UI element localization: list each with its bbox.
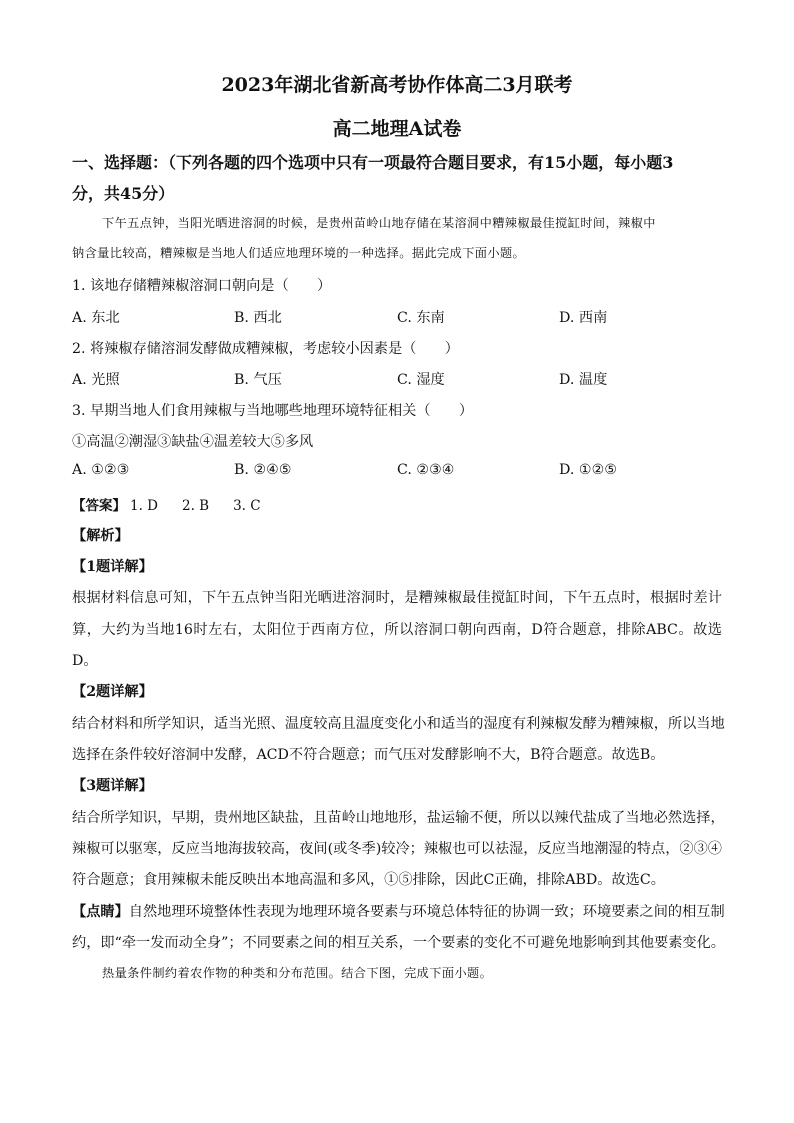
question-2-option-c: C. 湿度 [397,372,445,388]
answer-2: 2. B [182,498,210,514]
detail-1-line2: 算，大约为当地16时左右，太阳位于西南方位，所以溶洞口朝向西南，D符合题意，排除ABC。故选 [72,622,722,638]
question-1-option-a: A. 东北 [72,310,120,326]
detail-3-line1: 结合所学知识，早期，贵州地区缺盐，且苗岭山地地形，盐运输不便，所以以辣代盐成了当地必然选择， [72,810,725,826]
detail-1-line3: D。 [72,653,98,669]
tip-text-1: 自然地理环境整体性表现为地理环境各要素与环境总体特征的协调一致；环境要素之间的相互制 [128,904,725,920]
question-3-option-a: A. ①②③ [72,462,130,478]
question-3-option-c: C. ②③④ [397,462,455,478]
question-3-conditions: ①高温②潮湿③缺盐④温差较大⑤多风 [72,434,314,450]
answer-line [72,494,285,514]
detail-3-label: 【3题详解】 [72,778,153,794]
exam-title: 2023年湖北省新高考协作体高二3月联考 [221,74,573,96]
answer-3: 3. C [233,498,261,514]
question-1-option-b: B. 西北 [234,310,282,326]
question-3-option-b: B. ②④⑤ [234,462,292,478]
paper-subtitle: 高二地理A试卷 [332,118,462,140]
section-heading-line2: 分，共45分） [72,184,175,203]
question-1-stem: 1. 该地存储糟辣椒溶洞口朝向是（ ） [72,278,332,294]
detail-3-line3: 符合题意；食用辣椒未能反映出本地高温和多风，①⑤排除，因此C正确，排除ABD。故选C。 [72,872,665,888]
question-3-option-d: D. ①②⑤ [559,462,618,478]
tip-line1 [72,901,725,921]
section-heading-line1: 一、选择题：（下列各题的四个选项中只有一项最符合题目要求，有15小题，每小题3 [72,153,674,172]
detail-2-line2: 选择在条件较好溶洞中发酵，ACD不符合题意；而气压对发酵影响不大，B符合题意。故选B。 [72,747,665,763]
material1-line1: 下午五点钟，当阳光晒进溶洞的时候，是贵州苗岭山地存储在某溶洞中糟辣椒最佳搅缸时间，辣椒中 [102,216,656,230]
material2-line1: 热量条件制约着农作物的种类和分布范围。结合下图，完成下面小题。 [102,966,493,980]
answer-label: 【答案】 [72,498,126,514]
detail-1-line1: 根据材料信息可知，下午五点钟当阳光晒进溶洞时，是糟辣椒最佳搅缸时间，下午五点时，根据时差计 [72,590,722,606]
question-3-stem: 3. 早期当地人们食用辣椒与当地哪些地理环境特征相关（ ） [72,403,474,419]
tip-line2: 约，即“牵一发而动全身”；不同要素之间的相互关系，一个要素的变化不可避免地影响到其他要素变化。 [72,935,725,951]
analysis-label: 【解析】 [72,528,129,544]
detail-2-label: 【2题详解】 [72,684,153,700]
question-1-option-c: C. 东南 [397,310,445,326]
question-2-option-b: B. 气压 [234,372,282,388]
answer-1: 1. D [130,498,158,514]
question-2-option-a: A. 光照 [72,372,120,388]
detail-1-label: 【1题详解】 [72,559,153,575]
question-1-option-d: D. 西南 [559,310,608,326]
question-2-option-d: D. 温度 [559,372,608,388]
answer-values [130,498,285,514]
detail-3-line2: 辣椒可以驱寒，反应当地海拔较高，夜间(或冬季)较冷；辣椒也可以祛湿，反应当地潮湿的特点，②③④ [72,841,722,857]
detail-2-line1: 结合材料和所学知识，适当光照、温度较高且温度变化小和适当的湿度有利辣椒发酵为糟辣椒，所以当地 [72,716,725,732]
material1-line2: 钠含量比较高，糟辣椒是当地人们适应地理环境的一种选择。据此完成下面小题。 [72,246,526,260]
tip-label: 【点睛】 [72,904,129,920]
question-2-stem: 2. 将辣椒存储溶洞发酵做成糟辣椒，考虑较小因素是（ ） [72,341,459,357]
